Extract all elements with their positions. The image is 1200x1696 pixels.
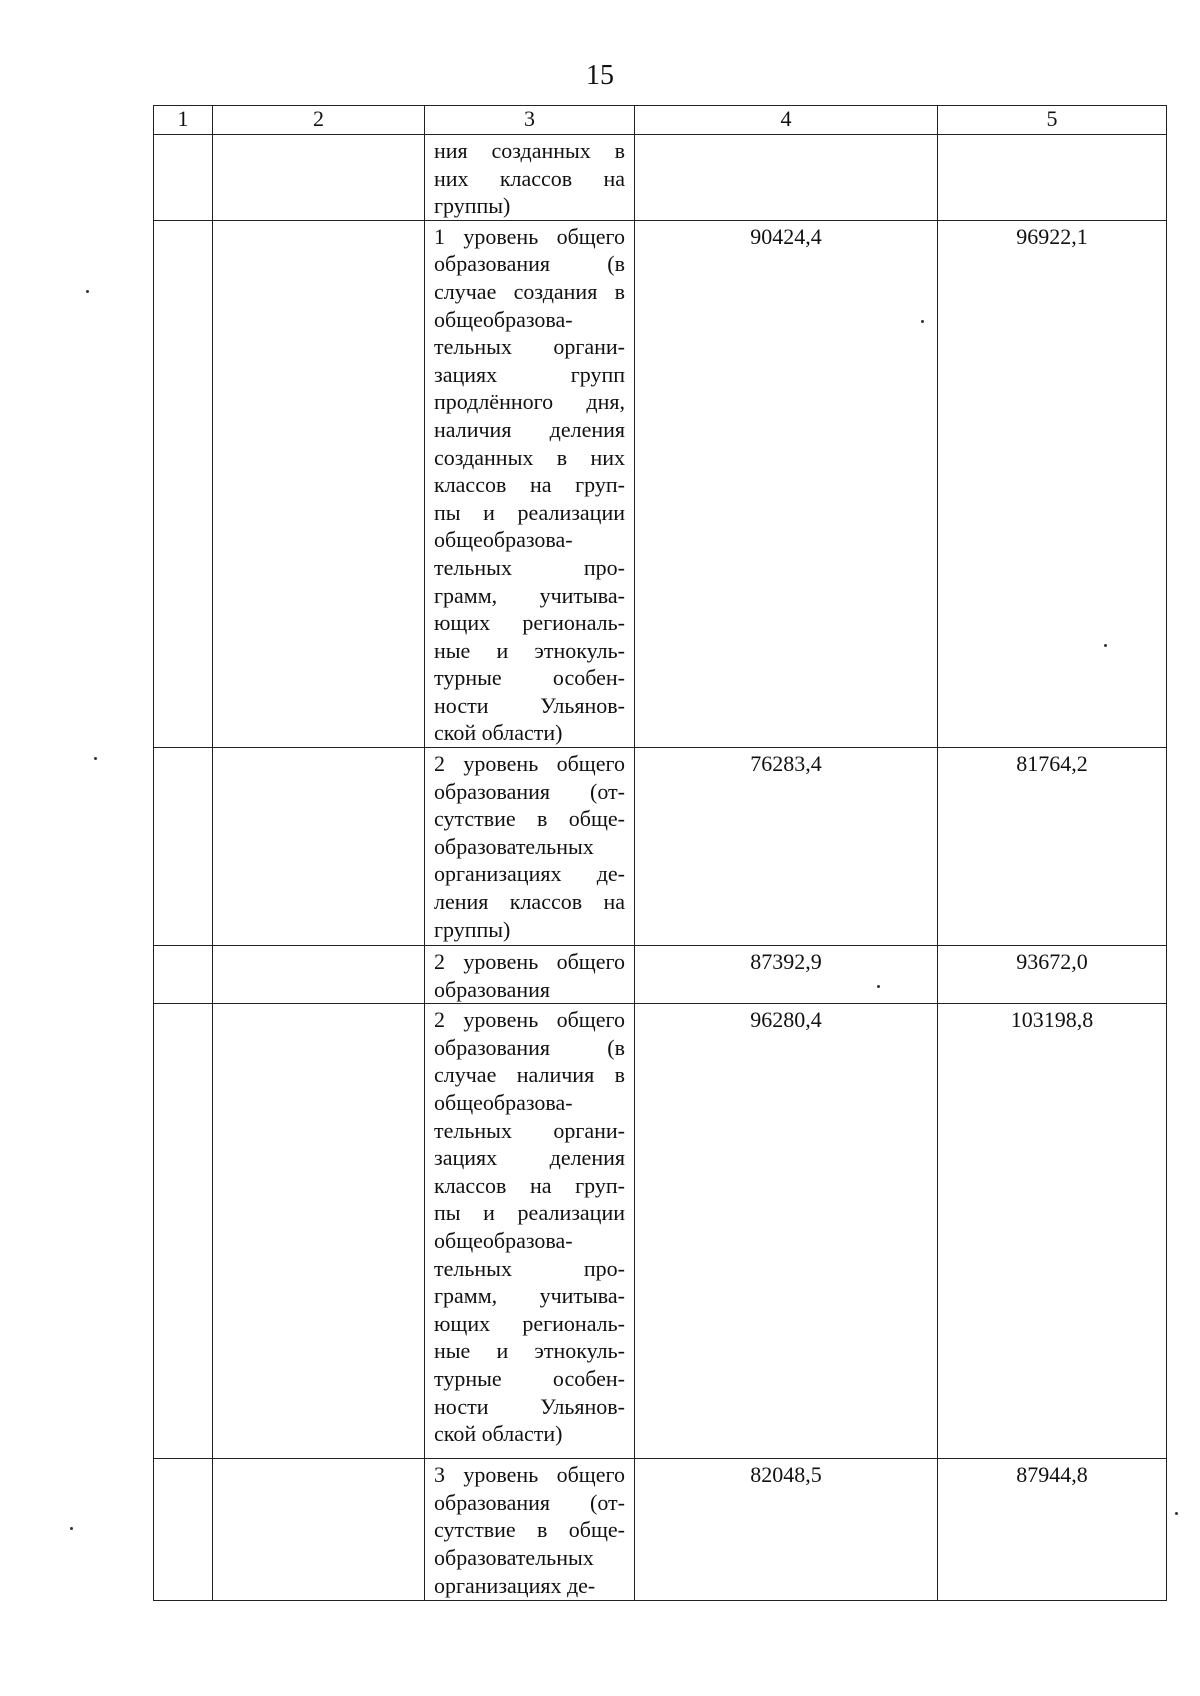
description-line: 3 уровень общего (434, 1462, 625, 1488)
description-line: грамм, учитыва- (434, 1283, 625, 1309)
description-line: грамм, учитыва- (434, 582, 625, 608)
description-line: ской области) (434, 1421, 563, 1447)
description-line: продлённого дня, (434, 389, 625, 415)
description-line: пы и реализации (434, 499, 625, 525)
value-col-4 (635, 135, 938, 221)
description-line: образования (в (434, 1034, 625, 1060)
description-line: пы и реализации (434, 1200, 625, 1226)
description-line: ные и этнокуль- (434, 1338, 625, 1364)
description-line: ности Ульянов- (434, 1393, 625, 1419)
value-col-5: 81764,2 (938, 748, 1167, 946)
description-line: тельных про- (434, 554, 625, 580)
scan-speck (86, 290, 89, 293)
table-body (154, 106, 1167, 1601)
column-number-2: 2 (213, 106, 425, 135)
scan-speck (921, 320, 924, 323)
table-row (154, 946, 1167, 1004)
description-line: образования (434, 976, 551, 1002)
description-line: общеобразова- (434, 527, 573, 553)
description-line: образовательных (434, 833, 594, 859)
cell-col-2 (213, 1459, 425, 1601)
description-line: зациях деления (434, 1145, 625, 1171)
cell-col-2 (213, 220, 425, 747)
description-line: организациях де- (434, 1572, 596, 1598)
description-line: общеобразова- (434, 1090, 573, 1116)
cell-col-1 (154, 135, 213, 221)
value-col-4: 76283,4 (635, 748, 938, 946)
description-line: 2 уровень общего (434, 1007, 625, 1033)
column-number-3: 3 (425, 106, 635, 135)
description-line: классов на груп- (434, 472, 625, 498)
column-number-5: 5 (938, 106, 1167, 135)
value-col-4: 90424,4 (635, 220, 938, 747)
value-col-4: 96280,4 (635, 1004, 938, 1459)
description-line: ской области) (434, 720, 563, 746)
cell-col-1 (154, 946, 213, 1004)
level-description (425, 946, 635, 1004)
table-row (154, 220, 1167, 747)
description-line: зациях групп (434, 361, 625, 387)
value-col-5 (938, 135, 1167, 221)
description-line: сутствие в обще- (434, 806, 625, 832)
scan-speck (1175, 1512, 1178, 1515)
cell-col-2 (213, 946, 425, 1004)
table-row (154, 748, 1167, 946)
description-line: ния созданных в (434, 138, 625, 163)
description-line: тельных про- (434, 1255, 625, 1281)
description-line: наличия деления (434, 416, 625, 442)
description-line: тельных органи- (434, 1117, 625, 1143)
scan-speck (877, 985, 880, 988)
table-row (154, 135, 1167, 221)
value-col-5: 96922,1 (938, 220, 1167, 747)
level-description (425, 220, 635, 747)
table-row (154, 1004, 1167, 1459)
cell-col-1 (154, 220, 213, 747)
description-line: случае наличия в (434, 1062, 625, 1088)
description-line: образования (от- (434, 778, 625, 804)
cell-col-2 (213, 135, 425, 221)
value-col-4: 82048,5 (635, 1459, 938, 1601)
description-line: группы) (434, 916, 511, 942)
level-description (425, 135, 635, 221)
level-description (425, 748, 635, 946)
value-col-5: 103198,8 (938, 1004, 1167, 1459)
description-line: сутствие в обще- (434, 1517, 625, 1543)
description-line: группы) (434, 193, 511, 219)
cell-col-1 (154, 1004, 213, 1459)
description-line: ющих региональ- (434, 1310, 625, 1336)
description-line: ления классов на (434, 889, 625, 915)
description-line: общеобразова- (434, 1228, 573, 1253)
cell-col-1 (154, 1459, 213, 1601)
level-description (425, 1004, 635, 1459)
value-col-5: 87944,8 (938, 1459, 1167, 1601)
data-table (153, 105, 1167, 1601)
description-line: тельных органи- (434, 334, 625, 360)
description-line: них классов на (434, 165, 625, 191)
description-line: ности Ульянов- (434, 692, 625, 718)
scan-speck (70, 1527, 73, 1530)
description-line: образования (от- (434, 1489, 625, 1515)
description-line: классов на груп- (434, 1172, 625, 1198)
value-col-5: 93672,0 (938, 946, 1167, 1004)
description-line: образования (в (434, 251, 625, 277)
description-line: созданных в них (434, 444, 625, 470)
description-line: турные особен- (434, 665, 625, 691)
description-line: 1 уровень общего (434, 223, 625, 249)
page-number: 15 (586, 60, 614, 91)
description-line: организациях де- (434, 861, 625, 887)
description-line: общеобразова- (434, 306, 573, 332)
cell-col-2 (213, 1004, 425, 1459)
description-line: ные и этнокуль- (434, 637, 625, 663)
description-line: турные особен- (434, 1365, 625, 1391)
scan-speck (94, 757, 97, 760)
scan-speck (1104, 644, 1107, 647)
description-line: 2 уровень общего (434, 751, 625, 777)
description-line: 2 уровень общего (434, 949, 625, 975)
cell-col-2 (213, 748, 425, 946)
column-number-row (154, 106, 1167, 135)
description-line: ющих региональ- (434, 610, 625, 636)
column-number-1: 1 (154, 106, 213, 135)
value-col-4: 87392,9 (635, 946, 938, 1004)
level-description (425, 1459, 635, 1601)
column-number-4: 4 (635, 106, 938, 135)
cell-col-1 (154, 748, 213, 946)
description-line: случае создания в (434, 278, 625, 304)
description-line: образовательных (434, 1545, 594, 1571)
table-row (154, 1459, 1167, 1601)
